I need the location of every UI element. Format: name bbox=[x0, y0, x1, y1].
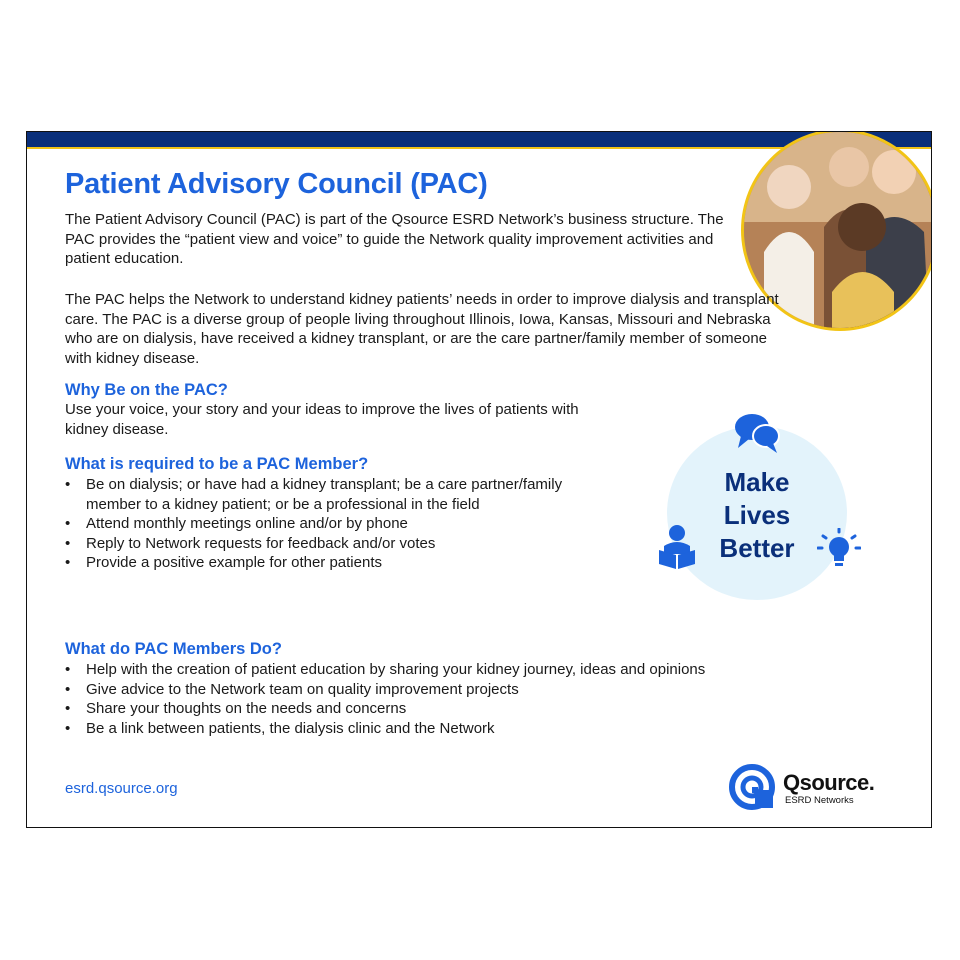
list-item: • Be on dialysis; or have had a kidney transplant; be a care partner/family member to a kidney patient; or be a professional in the field bbox=[65, 475, 585, 514]
website-link[interactable]: esrd.qsource.org bbox=[65, 780, 178, 797]
intro-paragraph-2: The PAC helps the Network to understand kidney patients’ needs in order to improve dialysis and transplant care. The PAC is a diverse group of people living throughout Illinois, Iowa, Kansas, Missouri and Nebraska who are on dialysis, have received a kidney transplant, or are the care partner/family member of someone with kidney disease. bbox=[65, 291, 779, 367]
members-do-heading: What do PAC Members Do? bbox=[65, 640, 282, 658]
why-text: Use your voice, your story and your ideas to improve the lives of patients with kidney disease. bbox=[65, 401, 579, 438]
list-item: • Be a link between patients, the dialysis clinic and the Network bbox=[65, 719, 745, 739]
graphic-line: Make bbox=[724, 467, 790, 497]
list-item: • Provide a positive example for other patients bbox=[65, 553, 585, 573]
intro-paragraph-1: The Patient Advisory Council (PAC) is part of the Qsource ESRD Network’s business structure. The PAC provides the “patient view and voice” to guide the Network quality improvement activities and patient education. bbox=[65, 211, 724, 268]
list-item: • Give advice to the Network team on quality improvement projects bbox=[65, 680, 745, 700]
graphic-line: Lives bbox=[723, 500, 791, 530]
person-reading-icon bbox=[657, 524, 697, 570]
requirements-heading: What is required to be a PAC Member? bbox=[65, 455, 369, 473]
members-do-list bbox=[65, 660, 745, 738]
logo-subtitle: ESRD Networks bbox=[785, 795, 854, 806]
qsource-logo bbox=[729, 764, 889, 814]
page-title: Patient Advisory Council (PAC) bbox=[65, 168, 488, 200]
why-heading: Why Be on the PAC? bbox=[65, 381, 228, 399]
flyer-card bbox=[26, 131, 932, 828]
list-item: • Help with the creation of patient education by sharing your kidney journey, ideas and opinions bbox=[65, 660, 745, 680]
chat-bubbles-icon bbox=[733, 411, 781, 455]
list-item: • Attend monthly meetings online and/or by phone bbox=[65, 514, 585, 534]
list-item: • Share your thoughts on the needs and concerns bbox=[65, 699, 745, 719]
qsource-logo-mark-icon bbox=[729, 764, 777, 812]
list-item: • Reply to Network requests for feedback and/or votes bbox=[65, 534, 585, 554]
requirements-list bbox=[65, 475, 585, 573]
lightbulb-icon bbox=[817, 528, 861, 572]
logo-name: Qsource. bbox=[783, 770, 875, 795]
graphic-line: Better bbox=[719, 533, 795, 563]
